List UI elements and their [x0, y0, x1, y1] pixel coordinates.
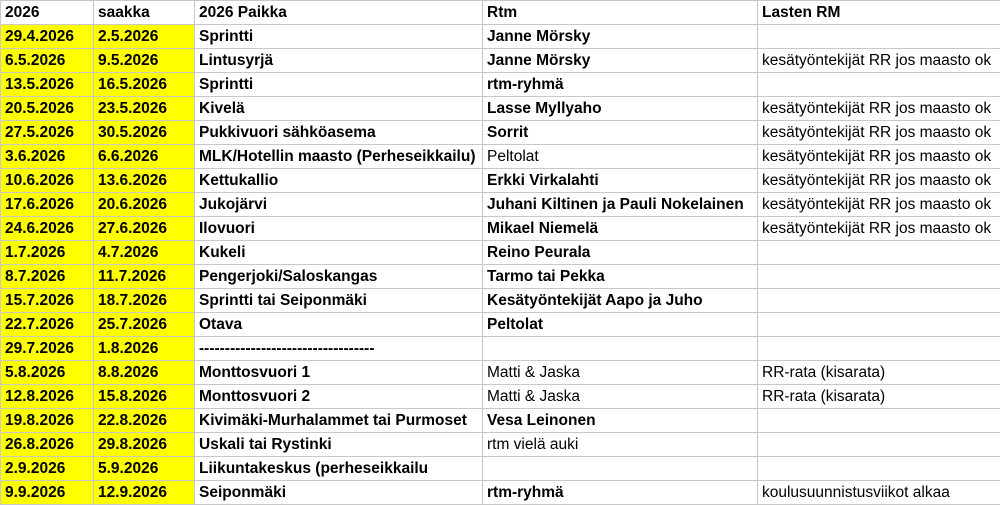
table-row: [1, 241, 1000, 265]
lasten-rm-cell[interactable]: kesätyöntekijät RR jos maasto ok: [758, 217, 1000, 241]
lasten-rm-cell[interactable]: [758, 241, 1000, 265]
rtm-cell[interactable]: rtm-ryhmä: [483, 481, 758, 505]
start-date-cell[interactable]: 29.4.2026: [1, 25, 94, 49]
place-cell[interactable]: Liikuntakeskus (perheseikkailu: [195, 457, 483, 481]
rtm-cell[interactable]: Vesa Leinonen: [483, 409, 758, 433]
table-row: [1, 433, 1000, 457]
table-row: [1, 457, 1000, 481]
rtm-cell[interactable]: Janne Mörsky: [483, 49, 758, 73]
start-date-cell[interactable]: 13.5.2026: [1, 73, 94, 97]
start-date-cell[interactable]: 1.7.2026: [1, 241, 94, 265]
end-date-cell[interactable]: 20.6.2026: [94, 193, 195, 217]
start-date-cell[interactable]: 29.7.2026: [1, 337, 94, 361]
end-date-cell[interactable]: 12.9.2026: [94, 481, 195, 505]
end-date-cell[interactable]: 2.5.2026: [94, 25, 195, 49]
rtm-cell[interactable]: Matti & Jaska: [483, 385, 758, 409]
lasten-rm-cell[interactable]: [758, 409, 1000, 433]
table-row: [1, 193, 1000, 217]
table-row: [1, 145, 1000, 169]
rtm-cell[interactable]: Kesätyöntekijät Aapo ja Juho: [483, 289, 758, 313]
lasten-rm-cell[interactable]: [758, 313, 1000, 337]
end-date-cell[interactable]: 18.7.2026: [94, 289, 195, 313]
place-cell[interactable]: Otava: [195, 313, 483, 337]
start-date-cell[interactable]: 24.6.2026: [1, 217, 94, 241]
table-row: [1, 337, 1000, 361]
place-cell[interactable]: Sprintti: [195, 25, 483, 49]
start-date-cell[interactable]: 22.7.2026: [1, 313, 94, 337]
lasten-rm-cell[interactable]: [758, 289, 1000, 313]
end-date-cell[interactable]: 9.5.2026: [94, 49, 195, 73]
table-row: [1, 265, 1000, 289]
lasten-rm-cell[interactable]: [758, 265, 1000, 289]
lasten-rm-cell[interactable]: [758, 433, 1000, 457]
rtm-cell[interactable]: rtm vielä auki: [483, 433, 758, 457]
rtm-cell[interactable]: Janne Mörsky: [483, 25, 758, 49]
table-row: [1, 409, 1000, 433]
rtm-cell[interactable]: Reino Peurala: [483, 241, 758, 265]
lasten-rm-cell[interactable]: kesätyöntekijät RR jos maasto ok: [758, 97, 1000, 121]
lasten-rm-cell[interactable]: koulusuunnistusviikot alkaa: [758, 481, 1000, 505]
table-row: [1, 73, 1000, 97]
start-date-cell[interactable]: 3.6.2026: [1, 145, 94, 169]
start-date-cell[interactable]: 19.8.2026: [1, 409, 94, 433]
end-date-cell[interactable]: 29.8.2026: [94, 433, 195, 457]
table-row: [1, 25, 1000, 49]
start-date-cell[interactable]: 2.9.2026: [1, 457, 94, 481]
end-date-cell[interactable]: 30.5.2026: [94, 121, 195, 145]
end-date-cell[interactable]: 22.8.2026: [94, 409, 195, 433]
place-cell[interactable]: Kivimäki-Murhalammet tai Purmoset: [195, 409, 483, 433]
header-cell-place[interactable]: 2026 Paikka: [195, 1, 483, 25]
start-date-cell[interactable]: 15.7.2026: [1, 289, 94, 313]
end-date-cell[interactable]: 5.9.2026: [94, 457, 195, 481]
end-date-cell[interactable]: 25.7.2026: [94, 313, 195, 337]
table-row: [1, 49, 1000, 73]
start-date-cell[interactable]: 5.8.2026: [1, 361, 94, 385]
rtm-cell[interactable]: Mikael Niemelä: [483, 217, 758, 241]
rtm-cell[interactable]: [483, 457, 758, 481]
start-date-cell[interactable]: 6.5.2026: [1, 49, 94, 73]
place-cell[interactable]: Sprintti: [195, 73, 483, 97]
end-date-cell[interactable]: 4.7.2026: [94, 241, 195, 265]
rtm-cell[interactable]: rtm-ryhmä: [483, 73, 758, 97]
header-row: [1, 1, 1000, 25]
lasten-rm-cell[interactable]: [758, 73, 1000, 97]
rtm-cell[interactable]: Sorrit: [483, 121, 758, 145]
end-date-cell[interactable]: 27.6.2026: [94, 217, 195, 241]
header-cell-rtm[interactable]: Rtm: [483, 1, 758, 25]
end-date-cell[interactable]: 13.6.2026: [94, 169, 195, 193]
rtm-cell[interactable]: Matti & Jaska: [483, 361, 758, 385]
end-date-cell[interactable]: 11.7.2026: [94, 265, 195, 289]
place-cell[interactable]: Jukojärvi: [195, 193, 483, 217]
place-cell[interactable]: Monttosvuori 2: [195, 385, 483, 409]
start-date-cell[interactable]: 17.6.2026: [1, 193, 94, 217]
rtm-cell[interactable]: Erkki Virkalahti: [483, 169, 758, 193]
rtm-cell[interactable]: Lasse Myllyaho: [483, 97, 758, 121]
place-cell[interactable]: Pukkivuori sähköasema: [195, 121, 483, 145]
place-cell[interactable]: Kivelä: [195, 97, 483, 121]
end-date-cell[interactable]: 23.5.2026: [94, 97, 195, 121]
lasten-rm-cell[interactable]: kesätyöntekijät RR jos maasto ok: [758, 193, 1000, 217]
start-date-cell[interactable]: 10.6.2026: [1, 169, 94, 193]
rtm-cell[interactable]: Tarmo tai Pekka: [483, 265, 758, 289]
rtm-cell[interactable]: Juhani Kiltinen ja Pauli Nokelainen: [483, 193, 758, 217]
place-cell[interactable]: Uskali tai Rystinki: [195, 433, 483, 457]
table-row: [1, 313, 1000, 337]
place-cell[interactable]: Kukeli: [195, 241, 483, 265]
place-cell[interactable]: ----------------------------------: [195, 337, 483, 361]
table-row: [1, 289, 1000, 313]
start-date-cell[interactable]: 8.7.2026: [1, 265, 94, 289]
lasten-rm-cell[interactable]: RR-rata (kisarata): [758, 361, 1000, 385]
place-cell[interactable]: Sprintti tai Seiponmäki: [195, 289, 483, 313]
place-cell[interactable]: Pengerjoki/Saloskangas: [195, 265, 483, 289]
rtm-cell[interactable]: Peltolat: [483, 313, 758, 337]
lasten-rm-cell[interactable]: kesätyöntekijät RR jos maasto ok: [758, 49, 1000, 73]
end-date-cell[interactable]: 1.8.2026: [94, 337, 195, 361]
rtm-cell[interactable]: [483, 337, 758, 361]
place-cell[interactable]: Kettukallio: [195, 169, 483, 193]
lasten-rm-cell[interactable]: kesätyöntekijät RR jos maasto ok: [758, 145, 1000, 169]
lasten-rm-cell[interactable]: kesätyöntekijät RR jos maasto ok: [758, 121, 1000, 145]
lasten-rm-cell[interactable]: [758, 337, 1000, 361]
start-date-cell[interactable]: 27.5.2026: [1, 121, 94, 145]
place-cell[interactable]: Monttosvuori 1: [195, 361, 483, 385]
start-date-cell[interactable]: 20.5.2026: [1, 97, 94, 121]
header-cell-lasten[interactable]: Lasten RM: [758, 1, 1000, 25]
table-row: [1, 217, 1000, 241]
place-cell[interactable]: Lintusyrjä: [195, 49, 483, 73]
table-row: [1, 121, 1000, 145]
header-cell-end[interactable]: saakka: [94, 1, 195, 25]
place-cell[interactable]: MLK/Hotellin maasto (Perheseikkailu): [195, 145, 483, 169]
end-date-cell[interactable]: 6.6.2026: [94, 145, 195, 169]
end-date-cell[interactable]: 8.8.2026: [94, 361, 195, 385]
rtm-cell[interactable]: Peltolat: [483, 145, 758, 169]
table-row: [1, 97, 1000, 121]
lasten-rm-cell[interactable]: [758, 457, 1000, 481]
table-row: [1, 361, 1000, 385]
lasten-rm-cell[interactable]: RR-rata (kisarata): [758, 385, 1000, 409]
table-row: [1, 481, 1000, 505]
table-row: [1, 169, 1000, 193]
start-date-cell[interactable]: 26.8.2026: [1, 433, 94, 457]
lasten-rm-cell[interactable]: kesätyöntekijät RR jos maasto ok: [758, 169, 1000, 193]
table-row: [1, 385, 1000, 409]
header-cell-start[interactable]: 2026: [1, 1, 94, 25]
lasten-rm-cell[interactable]: [758, 25, 1000, 49]
end-date-cell[interactable]: 15.8.2026: [94, 385, 195, 409]
start-date-cell[interactable]: 9.9.2026: [1, 481, 94, 505]
place-cell[interactable]: Ilovuori: [195, 217, 483, 241]
place-cell[interactable]: Seiponmäki: [195, 481, 483, 505]
end-date-cell[interactable]: 16.5.2026: [94, 73, 195, 97]
start-date-cell[interactable]: 12.8.2026: [1, 385, 94, 409]
